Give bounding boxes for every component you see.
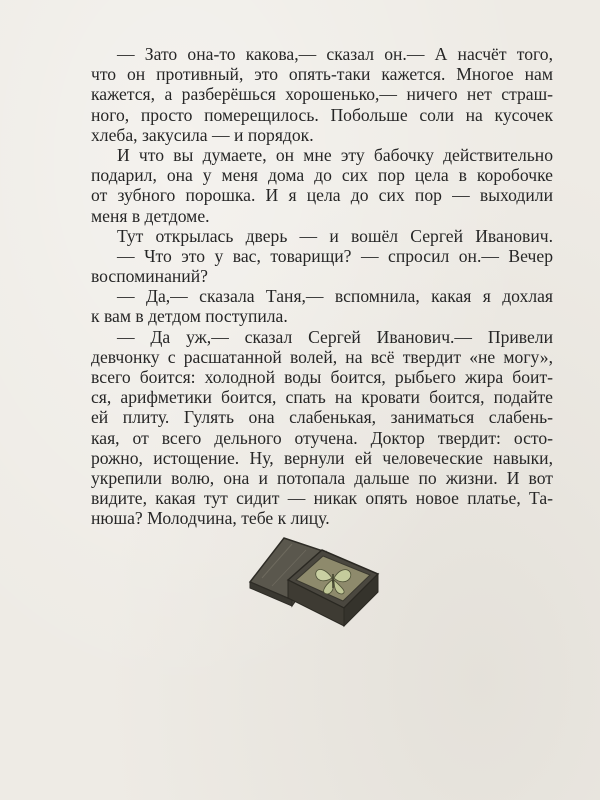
text-line: ного, просто померещилось. Побольше соли на кусочек [91,104,553,125]
text-line: подарил, она у меня дома до сих пор цела в коробочке [91,165,553,186]
text-line: ся, арифметики боится, спать на кровати боится, подайте [91,387,553,408]
text-line: рожно, истощение. Ну, вернули ей человеческие навыки, [91,447,553,468]
text-line: всего боится: холодной воды боится, рыбьего жира боит- [91,367,553,387]
text-line: Тут открылась дверь — и вошёл Сергей Иванович. [117,225,553,246]
text-line: — Да,— сказала Таня,— вспомнила, какая я дохлая [117,286,553,307]
text-line: хлеба, закусила — и порядок. [91,124,314,145]
text-line: — Зато она-то какова,— сказал он.— А насчёт того, [117,44,553,64]
text-line: — Да уж,— сказал Сергей Иванович.— Привели [117,326,553,347]
text-line: воспоминаний? [91,266,208,287]
text-line: кажется, а разберёшься хорошенько,— ничего нет страш- [91,84,553,105]
text-line: к вам в детдом поступила. [91,306,288,327]
story-text [91,44,553,529]
tooth-powder-box-with-butterfly-icon [248,530,382,630]
text-line: что он противный, это опять-таки кажется. Многое нам [91,64,553,85]
text-line: видите, какая тут сидит — никак опять новое платье, Та- [91,488,553,509]
text-line: И что вы думаете, он мне эту бабочку действительно [117,144,553,165]
text-line: кая, от всего дельного отучена. Доктор твердит: осто- [91,427,553,448]
text-line: укрепили волю, она и потопала дальше по жизни. И вот [91,467,553,488]
text-line: ей плиту. Гулять она слабенькая, заниматься слабень- [91,407,553,428]
text-line: девчонку с расшатанной волей, на всё твердит «не могу», [91,346,553,367]
text-line: меня в детдоме. [91,205,210,226]
text-line: нюша? Молодчина, тебе к лицу. [91,508,330,529]
text-line: — Что это у вас, товарищи? — спросил он.— Вечер [117,245,553,266]
text-line: от зубного порошка. И я цела до сих пор — выходили [91,185,553,206]
